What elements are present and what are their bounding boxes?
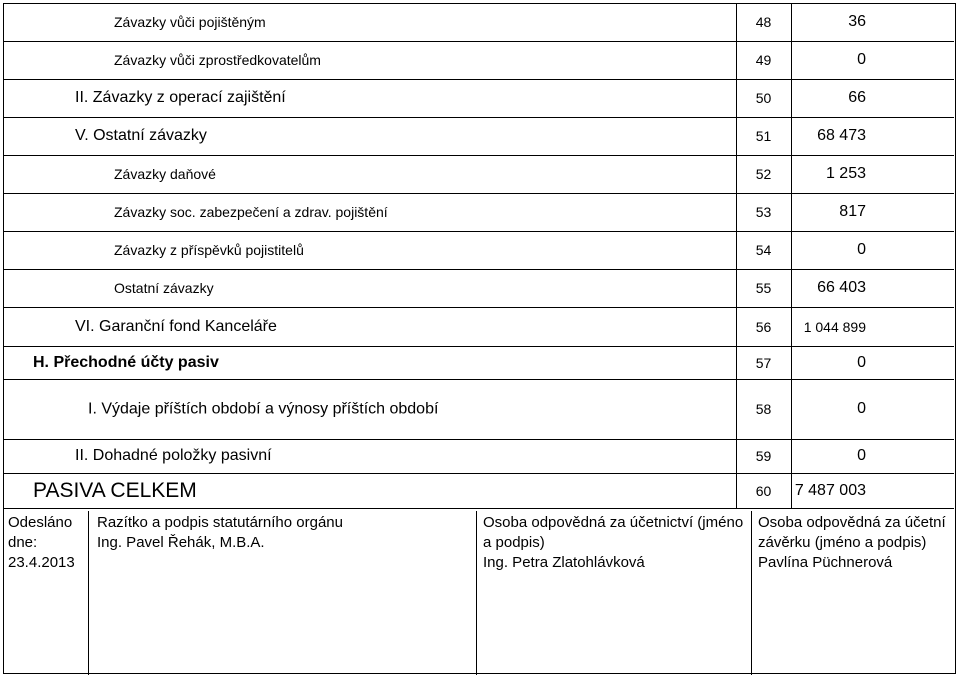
total-value: 7 487 003 [791, 473, 954, 508]
row-value: 0 [791, 439, 954, 473]
row-label: Závazky soc. zabezpečení a zdrav. pojištění [114, 204, 388, 220]
signature-footer [4, 511, 954, 675]
row-number: 58 [736, 379, 791, 439]
row-value: 0 [791, 231, 954, 269]
row-label: II. Závazky z operací zajištění [75, 89, 286, 106]
row-label-cell [4, 231, 736, 269]
row-value: 0 [791, 379, 954, 439]
row-label: II. Dohadné položky pasivní [75, 447, 272, 464]
accounting-name: Ing. Petra Zlatohlávková [483, 554, 645, 571]
row-label-cell [4, 473, 736, 508]
stamp-label: Razítko a podpis statutárního orgánu [97, 514, 343, 531]
row-number: 59 [736, 439, 791, 473]
row-number: 48 [736, 4, 791, 41]
row-label-cell [4, 269, 736, 307]
table-row [4, 346, 954, 379]
row-label: Závazky vůči zprostředkovatelům [114, 52, 321, 68]
row-label: I. Výdaje příštích období a výnosy příštích období [88, 400, 439, 418]
sent-date-cell [4, 511, 89, 675]
row-label-cell [4, 193, 736, 231]
table-row [4, 439, 954, 473]
row-label-cell [4, 79, 736, 117]
row-label: Závazky z příspěvků pojistitelů [114, 242, 304, 258]
row-value: 66 [791, 79, 954, 117]
row-label-cell [4, 41, 736, 79]
table-row [4, 41, 954, 79]
row-label: Ostatní závazky [114, 280, 214, 296]
row-label-cell [4, 307, 736, 346]
sent-date: 23.4.2013 [8, 554, 75, 571]
row-label: H. Přechodné účty pasiv [33, 353, 219, 371]
table-row [4, 473, 954, 508]
table-row [4, 307, 954, 346]
row-value: 1 253 [791, 155, 954, 193]
balance-sheet-page [3, 3, 956, 674]
row-number: 51 [736, 117, 791, 155]
liabilities-table [4, 4, 954, 509]
row-number: 54 [736, 231, 791, 269]
row-number: 49 [736, 41, 791, 79]
table-row [4, 4, 954, 41]
row-value: 66 403 [791, 269, 954, 307]
row-number: 50 [736, 79, 791, 117]
row-value: 817 [791, 193, 954, 231]
row-label: V. Ostatní závazky [75, 127, 207, 144]
table-row [4, 379, 954, 439]
row-number: 56 [736, 307, 791, 346]
row-label: Závazky vůči pojištěným [114, 14, 266, 31]
table-row [4, 79, 954, 117]
stamp-name: Ing. Pavel Řehák, M.B.A. [97, 534, 265, 551]
table-row [4, 193, 954, 231]
row-value: 0 [791, 346, 954, 379]
accounting-label: Osoba odpovědná za účetnictví (jméno a podpis) [483, 514, 744, 551]
row-number: 60 [736, 473, 791, 508]
row-value: 36 [791, 4, 954, 41]
row-number: 55 [736, 269, 791, 307]
table-row [4, 269, 954, 307]
row-value: 0 [791, 41, 954, 79]
table-row [4, 117, 954, 155]
total-label: PASIVA CELKEM [33, 478, 197, 502]
stamp-cell [89, 511, 477, 675]
row-value: 1 044 899 [791, 307, 954, 346]
row-label-cell [4, 439, 736, 473]
row-number: 53 [736, 193, 791, 231]
row-label-cell [4, 346, 736, 379]
row-label: VI. Garanční fond Kanceláře [75, 317, 277, 335]
closing-label: Osoba odpovědná za účetní závěrku (jméno a podpis) [758, 514, 946, 551]
row-label-cell [4, 379, 736, 439]
sent-label: Odesláno dne: [8, 514, 73, 551]
closing-cell [752, 511, 954, 675]
row-label-cell [4, 4, 736, 41]
row-label: Závazky daňové [114, 166, 216, 182]
row-label-cell [4, 155, 736, 193]
table-row [4, 231, 954, 269]
row-number: 52 [736, 155, 791, 193]
row-number: 57 [736, 346, 791, 379]
closing-name: Pavlína Püchnerová [758, 554, 893, 571]
row-label-cell [4, 117, 736, 155]
row-value: 68 473 [791, 117, 954, 155]
accounting-cell [477, 511, 752, 675]
table-row [4, 155, 954, 193]
